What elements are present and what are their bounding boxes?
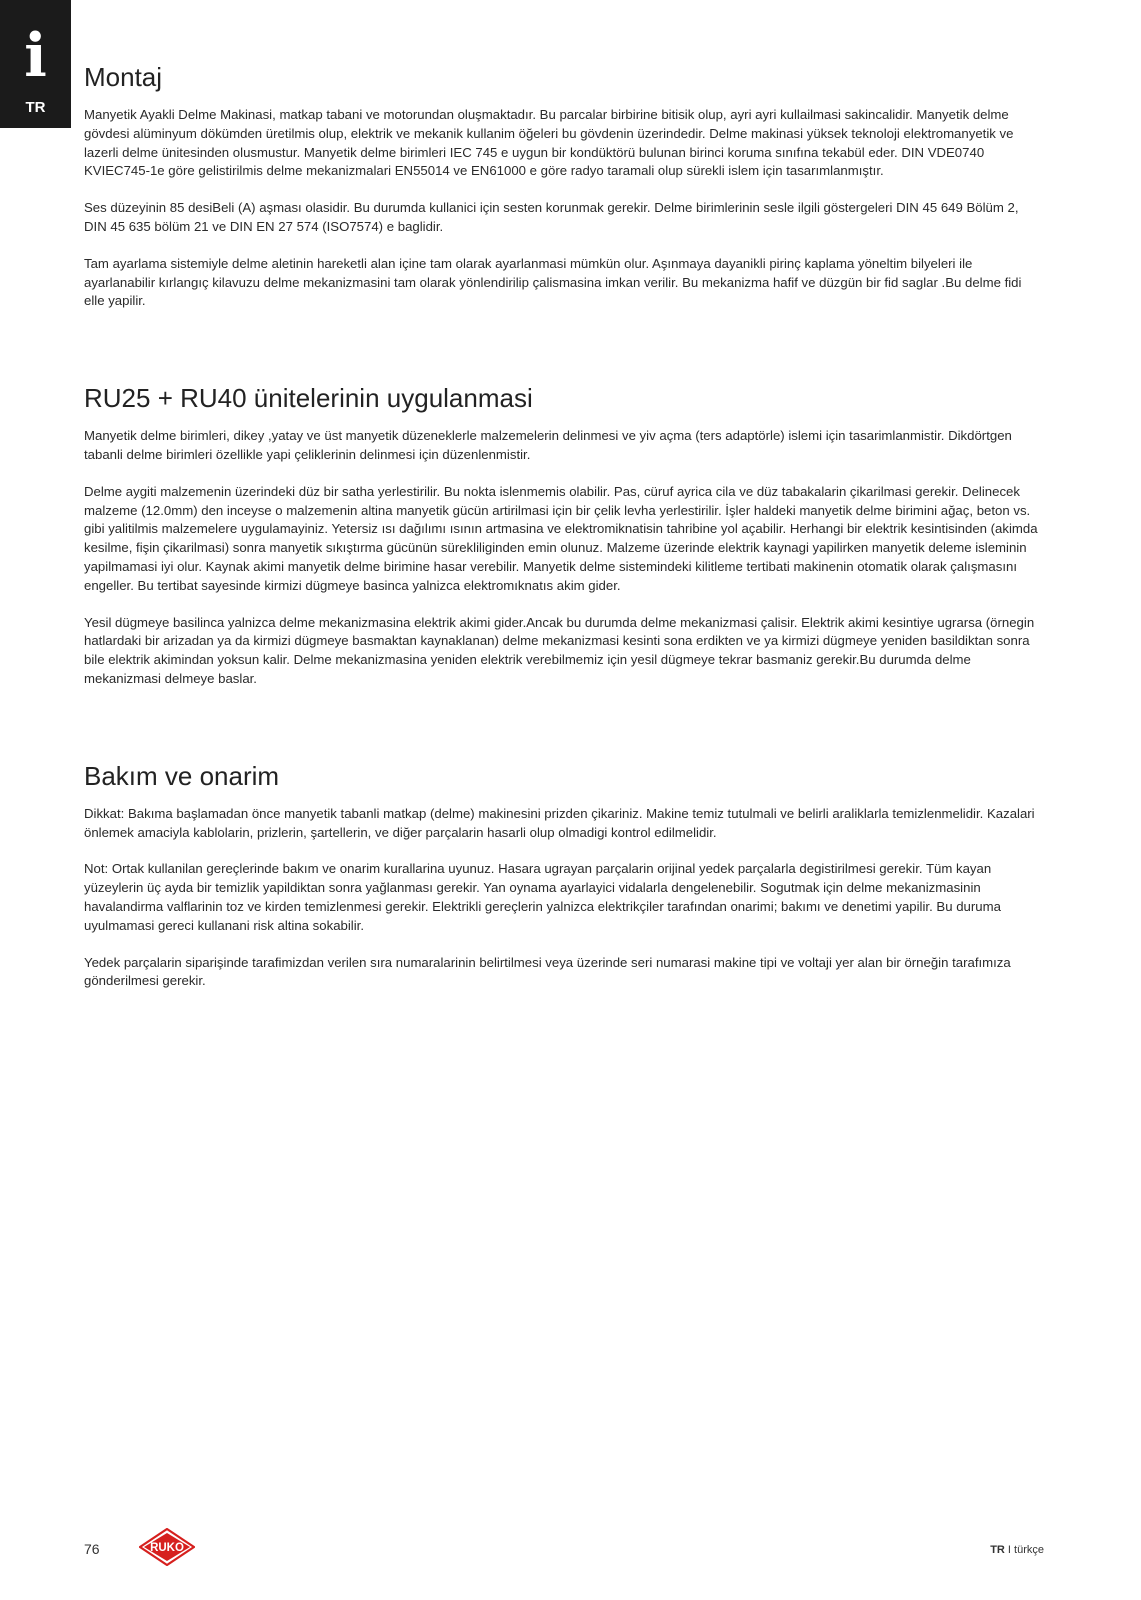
paragraph: Delme aygiti malzemenin üzerindeki düz bir satha yerlestirilir. Bu nokta islenmemis olabilir. Pas, cüruf ayrica cila ve düz tabakalarin çikarilmasi gerekir. Delinecek malzeme (12.0mm) den inceyse o malzemenin altina manyetik gücün artirilmasi için bir çelik levha yerlestirilir. İşler haldeki manyetik delme birimini ağaç, beton vs. gibi yalitilmis malzemelere uygulamayiniz. Yetersiz ısı dağılımı ısının artmasina ve elektromiknatisin tahribine yol açabilir. Herhangi bir elektrik kesintisinden (akimda kesilme, fişin çikarilmasi) sonra manyetik sıkıştırma gücünün sürekliliginden emin olunuz. Malzeme üzerinde elektrik kaynagi yapilirken manyetik deleme isleminin yapilmamasi iyi olur. Kaynak akimi manyetik delme birimine hasar verebilir. Manyetik delme sistemindeki kilitleme tertibati makinenin otomatik olarak çalışmasını engeller. Bu tertibat sayesinde kirmizi dügmeye basinca yalnizca elektromıknatıs akim gider. [84, 483, 1038, 593]
section-uygulama [84, 381, 1044, 689]
footer-lang-name: türkçe [1014, 1544, 1044, 1556]
section-bakim [84, 759, 1044, 991]
section-title: RU25 + RU40 ünitelerinin uygulanmasi [84, 383, 533, 414]
ruko-logo [139, 1528, 195, 1566]
logo-text: RUKO [150, 1542, 184, 1554]
paragraph: Ses düzeyinin 85 desiBeli (A) aşması olasidir. Bu durumda kullanici için sesten korunmak gerekir. Delme birimlerinin sesle ilgili göstergeleri DIN 45 649 Bölüm 2, DIN 45 635 bölüm 21 ve DIN EN 27 574 (ISO7574) e baglidir. [84, 200, 1019, 234]
info-icon: i [24, 21, 47, 91]
page-content [84, 60, 1044, 1061]
paragraph: Manyetik Ayakli Delme Makinasi, matkap tabani ve motorundan oluşmaktadır. Bu parcalar birbirine bitisik olup, ayri ayri kullailmasi sakincalidir. Manyetik delme gövdesi alüminyum dökümden üretilmis olup, elektrik ve mekanik kullanim öğeleri bu gövdenin üzerindedir. Delme makinasi yüksek teknoloji elektromanyetik ve lazerli delme ünitesinden olusmustur. Manyetik delme birimleri IEC 745 e uygun bir kondüktörü bulunan birinci koruma sınıfına tekabül eder. DIN VDE0740 KVIEC745-1e göre gelistirilmis delme mekanizmalari EN55014 ve EN61000 e göre radyo taramali olup sürekli islem için tasarımlanmıştır. [84, 107, 1014, 179]
section-montaj [84, 60, 1044, 311]
paragraph: Not: Ortak kullanilan gereçlerinde bakım ve onarim kurallarina uyunuz. Hasara ugrayan parçalarin orijinal yedek parçalarla degistirilmesi gerekir. Tüm kayan yüzeylerin üç ayda bir temizlik yapildiktan sonra yağlanması gerekir. Yan oynama ayarlayici vidalarla dengelenebilir. Sogutmak için delme mekanizmasinin havalandirma valflarinin toz ve kirden temizlenmesi gerekir. Elektrikli gereçlerin yalnizca elektrikçiler tarafından onarimi; bakımı ve denetimi yapilir. Bu duruma uyulmamasi gereci kullanani risk altina sokabilir. [84, 861, 1001, 933]
info-tab [0, 0, 71, 128]
footer-language [990, 1544, 1044, 1556]
paragraph: Yesil dügmeye basilinca yalnizca delme mekanizmasina elektrik akimi gider.Ancak bu durumda delme mekanizmasi çalisir. Elektrik akimi kesintiye ugrarsa (örnegin hatlardaki bir arizadan ya da kirmizi dügmeye basmaktan kaynaklanan) delme mekanizmasi kesinti sona erdikten ve ya kirmizi dügmeye yeniden basildiktan sonra bile elektrik akimindan yoksun kalir. Delme mekanizmasina yeniden elektrik verebilmemiz için yesil dügmeye tekrar basmaniz gerekir.Bu durumda delme mekanizmasi delmeye baslar. [84, 614, 1035, 686]
paragraph: Dikkat: Bakıma başlamadan önce manyetik tabanli matkap (delme) makinesini prizden çikariniz. Makine temiz tutulmali ve belirli araliklarla temizlenmelidir. Kazalari önlemek amaciyla kablolarin, prizlerin, şartellerin, ve diğer parçalarin hasarli olup olmadigi kontrol edilmelidir. [84, 805, 1035, 840]
footer-lang-separator: I [1004, 1544, 1015, 1556]
footer-lang-code: TR [990, 1544, 1005, 1556]
paragraph: Manyetik delme birimleri, dikey ,yatay ve üst manyetik düzeneklerle malzemelerin delinmesi ve yiv açma (ters adaptörle) islemi için tasarimlanmistir. Dikdörtgen tabanli delme birimleri özellikle yapi çeliklerinin delinmesi için düzenlenmistir. [84, 428, 1012, 462]
section-title: Montaj [84, 62, 163, 92]
section-title: Bakım ve onarim [84, 760, 280, 791]
page-number: 76 [84, 1541, 100, 1557]
paragraph: Tam ayarlama sistemiyle delme aletinin hareketli alan içine tam olarak ayarlanmasi mümkün olur. Aşınmaya dayanikli pirinç kaplama yöneltim bilyeleri ile ayarlanabilir kırlangıç kilavuzu delme mekanizmasini tam olarak yönlendirilip çalismasina imkan verilir. Bu mekanizma hafif ve düzgün bir fid saglar .Bu delme fidi elle yapilir. [84, 255, 1022, 309]
paragraph: Yedek parçalarin siparişinde tarafimizdan verilen sıra numaralarinin belirtilmesi veya üzerinde seri numarasi makine tipi ve voltaji yer alan bir örneğin tarafımıza gönderilmesi gerekir. [84, 954, 1011, 989]
tab-language-code: TR [25, 99, 46, 116]
